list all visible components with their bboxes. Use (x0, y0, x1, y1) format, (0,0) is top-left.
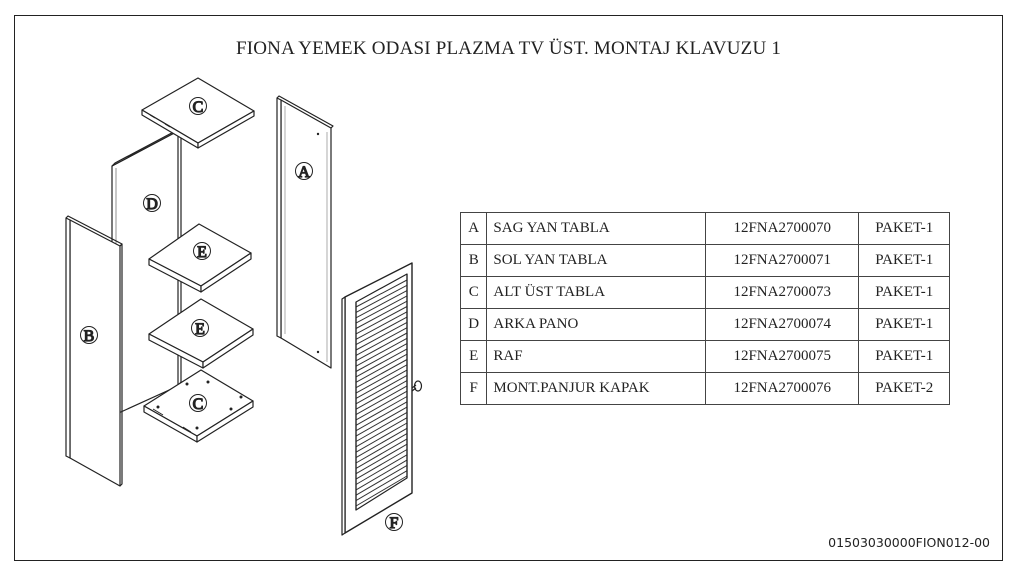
svg-text:E: E (195, 321, 205, 338)
parts-table-row (461, 309, 950, 341)
drawing-sheet (14, 15, 1003, 561)
svg-text:A: A (298, 164, 310, 181)
part-name: MONT.PANJUR KAPAK (487, 373, 706, 405)
part-package: PAKET-2 (859, 373, 950, 405)
part-letter: C (461, 277, 487, 309)
part-code: 12FNA2700076 (705, 373, 859, 405)
part-package: PAKET-1 (859, 341, 950, 373)
part-letter: D (461, 309, 487, 341)
part-name: SOL YAN TABLA (487, 245, 706, 277)
svg-text:C: C (192, 99, 204, 116)
document-code: 01503030000FION012-00 (828, 535, 990, 550)
door-knob (412, 381, 422, 391)
panel-a-right-side (277, 96, 333, 368)
part-package: PAKET-1 (859, 213, 950, 245)
part-code: 12FNA2700075 (705, 341, 859, 373)
parts-table-row (461, 277, 950, 309)
part-name: ALT ÜST TABLA (487, 277, 706, 309)
parts-table-row (461, 213, 950, 245)
svg-text:B: B (83, 328, 95, 345)
svg-text:C: C (192, 396, 204, 413)
page-title: FIONA YEMEK ODASI PLAZMA TV ÜST. MONTAJ KLAVUZU 1 (235, 38, 782, 59)
part-name: RAF (487, 341, 706, 373)
part-code: 12FNA2700074 (705, 309, 859, 341)
part-code: 12FNA2700070 (705, 213, 859, 245)
part-code: 12FNA2700071 (705, 245, 859, 277)
svg-text:F: F (389, 515, 399, 532)
label-f (386, 514, 403, 533)
parts-list-table (460, 212, 950, 405)
part-name: ARKA PANO (487, 309, 706, 341)
part-package: PAKET-1 (859, 277, 950, 309)
panel-b-left-side (66, 216, 122, 486)
svg-text:E: E (197, 244, 207, 261)
parts-table-row (461, 245, 950, 277)
parts-table-row (461, 341, 950, 373)
part-letter: E (461, 341, 487, 373)
panel-f-louver-door (342, 263, 422, 535)
part-package: PAKET-1 (859, 245, 950, 277)
part-letter: A (461, 213, 487, 245)
part-name: SAG YAN TABLA (487, 213, 706, 245)
part-letter: F (461, 373, 487, 405)
svg-text:D: D (146, 196, 158, 213)
part-package: PAKET-1 (859, 309, 950, 341)
parts-table-row (461, 373, 950, 405)
part-code: 12FNA2700073 (705, 277, 859, 309)
part-letter: B (461, 245, 487, 277)
